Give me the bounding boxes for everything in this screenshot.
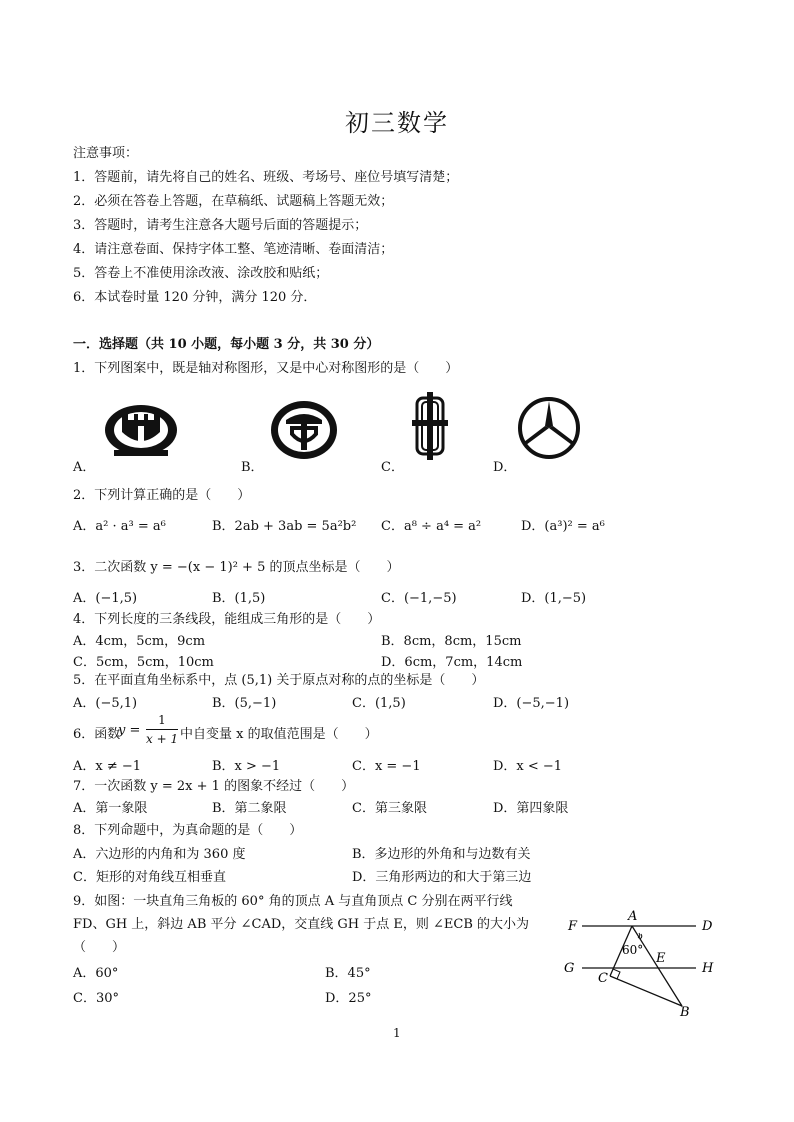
q6-option-d: D．x < −1 xyxy=(493,759,563,774)
label-d: D xyxy=(702,919,713,934)
q3-option-a: A．(−1,5) xyxy=(73,591,138,606)
q8-option-d: D．三角形两边的和大于第三边 xyxy=(352,870,532,885)
label-c: C xyxy=(598,971,608,986)
q8-option-c: C．矩形的对角线互相垂直 xyxy=(73,870,226,885)
q6-fraction-numerator: 1 xyxy=(158,713,166,727)
question-2-stem: 2．下列计算正确的是（ ） xyxy=(73,488,251,503)
q2-option-c: C．a⁸ ÷ a⁴ = a² xyxy=(381,519,482,534)
q5-option-b: B．(5,−1) xyxy=(212,696,277,711)
q4-option-a: A．4cm，5cm，9cm xyxy=(73,634,206,649)
label-h: H xyxy=(702,961,714,976)
q6-fraction-bar xyxy=(146,729,178,730)
q9-option-c: C．30° xyxy=(73,991,119,1006)
q1-option-b: B． xyxy=(241,460,264,475)
q6-option-b: B．x > −1 xyxy=(212,759,281,774)
question-3-stem: 3．二次函数 y = −(x − 1)² + 5 的顶点坐标是（ ） xyxy=(73,560,400,575)
q4-option-c: C．5cm，5cm，10cm xyxy=(73,655,214,670)
q6-option-c: C．x = −1 xyxy=(352,759,421,774)
q9-option-b: B．45° xyxy=(325,966,371,981)
lincoln-logo-icon xyxy=(408,390,452,462)
note-item: 1．答题前，请先将自己的姓名、班级、考场号、座位号填写清楚； xyxy=(73,170,459,185)
label-a: A xyxy=(628,909,638,924)
question-9-line-3: （ ） xyxy=(73,940,126,955)
note-item: 6．本试卷时量 120 分钟，满分 120 分． xyxy=(73,290,317,305)
q6-option-a: A．x ≠ −1 xyxy=(73,759,142,774)
label-b: B xyxy=(680,1005,690,1020)
page-number: 1 xyxy=(393,1026,401,1040)
q6-fraction-denominator: x + 1 xyxy=(146,732,179,746)
q6-post: 中自变量 x 的取值范围是（ ） xyxy=(180,727,378,742)
label-e: E xyxy=(656,951,666,966)
q4-option-b: B．8cm，8cm，15cm xyxy=(381,634,522,649)
q3-option-c: C．(−1,−5) xyxy=(381,591,457,606)
segment-ab xyxy=(632,926,682,1006)
page-title: 初三数学 xyxy=(345,109,449,137)
question-1-stem: 1．下列图案中，既是轴对称图形，又是中心对称图形的是（ ） xyxy=(73,361,459,376)
q8-option-b: B．多边形的外角和与边数有关 xyxy=(352,847,531,862)
q3-option-d: D．(1,−5) xyxy=(521,591,587,606)
q2-option-a: A．a² · a³ = a⁶ xyxy=(73,519,166,534)
q6-pre: 6．函数 xyxy=(73,727,121,742)
q2-option-d: D．(a³)² = a⁶ xyxy=(521,519,605,534)
note-item: 4．请注意卷面、保持字体工整、笔迹清晰、卷面清洁； xyxy=(73,242,394,257)
q5-option-c: C．(1,5) xyxy=(352,696,406,711)
question-9-line-2: FD、GH 上，斜边 AB 平分 ∠CAD，交直线 GH 于点 E，则 ∠ECB 的大小为 xyxy=(73,917,530,932)
note-item: 5．答卷上不准使用涂改液、涂改胶和贴纸； xyxy=(73,266,329,281)
question-9-line-1: 9．如图：一块直角三角板的 60° 角的顶点 A 与直角顶点 C 分别在两平行线 xyxy=(73,894,513,909)
q7-option-d: D．第四象限 xyxy=(493,801,569,816)
note-item: 2．必须在答卷上答题，在草稿纸、试题稿上答题无效； xyxy=(73,194,394,209)
note-item: 3．答题时，请考生注意各大题号后面的答题提示； xyxy=(73,218,368,233)
q7-option-b: B．第二象限 xyxy=(212,801,287,816)
q3-option-b: B．(1,5) xyxy=(212,591,266,606)
q2-option-b: B．2ab + 3ab = 5a²b² xyxy=(212,519,357,534)
label-f: F xyxy=(568,919,578,934)
mercedes-logo-icon xyxy=(514,396,584,460)
q7-option-c: C．第三象限 xyxy=(352,801,427,816)
q7-option-a: A．第一象限 xyxy=(73,801,148,816)
question-4-stem: 4．下列长度的三条线段，能组成三角形的是（ ） xyxy=(73,612,381,627)
label-angle-60: 60° xyxy=(622,943,644,957)
q5-option-d: D．(−5,−1) xyxy=(493,696,570,711)
brilliance-logo-icon xyxy=(268,398,340,462)
q1-option-d: D． xyxy=(493,460,517,475)
segment-cb xyxy=(610,976,682,1006)
notes-heading: 注意事项： xyxy=(73,146,139,161)
q1-option-a: A． xyxy=(73,460,96,475)
label-g: G xyxy=(564,961,575,976)
q9-option-a: A．60° xyxy=(73,966,119,981)
q8-option-a: A．六边形的内角和为 360 度 xyxy=(73,847,246,862)
question-8-stem: 8．下列命题中，为真命题的是（ ） xyxy=(73,823,303,838)
greatwall-logo-icon xyxy=(100,400,182,460)
q9-geometry-figure xyxy=(556,902,726,1020)
q4-option-d: D．6cm，7cm，14cm xyxy=(381,655,523,670)
question-7-stem: 7．一次函数 y = 2x + 1 的图象不经过（ ） xyxy=(73,779,355,794)
question-5-stem: 5．在平面直角坐标系中，点 (5,1) 关于原点对称的点的坐标是（ ） xyxy=(73,673,485,688)
section-heading: 一．选择题（共 10 小题，每小题 3 分，共 30 分） xyxy=(73,337,380,352)
q1-option-c: C． xyxy=(381,460,404,475)
q9-option-d: D．25° xyxy=(325,991,372,1006)
q6-lhs: y = xyxy=(118,723,141,738)
q5-option-a: A．(−5,1) xyxy=(73,696,138,711)
